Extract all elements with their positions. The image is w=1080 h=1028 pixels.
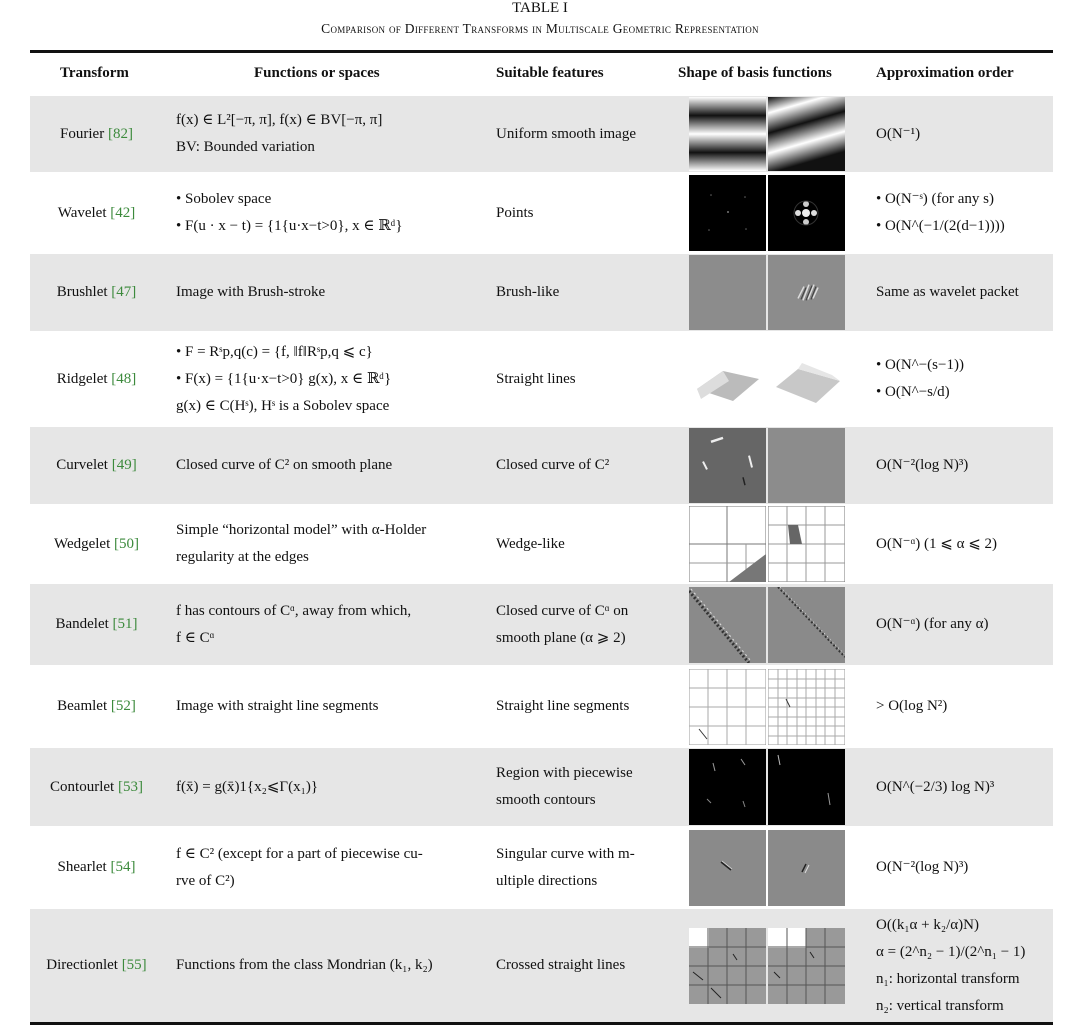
basis-function-image — [689, 749, 766, 825]
functions-cell — [176, 584, 496, 665]
table-row — [30, 427, 1053, 504]
basis-function-image — [689, 428, 766, 503]
features-cell — [496, 254, 672, 331]
citation-link[interactable]: [55] — [121, 957, 147, 973]
approximation-order-cell — [876, 826, 1053, 909]
basis-function-images — [689, 665, 850, 748]
citation-link[interactable]: [52] — [110, 698, 136, 714]
transform-label: Wedgelet — [53, 535, 114, 552]
functions-cell-line: f(x̄) = g(x̄)1{x₂⩽Γ(x₁)} — [176, 778, 319, 795]
approximation-order-cell-line: Same as wavelet packet — [876, 284, 1019, 300]
features-cell-line: Region with piecewise — [496, 765, 633, 781]
transform-label: Brushlet — [56, 284, 112, 300]
table-row — [30, 826, 1053, 909]
features-cell — [496, 665, 672, 748]
approximation-order-cell-line: • O(N^−(s−1)) — [876, 357, 964, 373]
features-cell-line: ultiple directions — [496, 872, 598, 889]
citation-link[interactable]: [54] — [110, 859, 136, 875]
basis-function-images — [689, 96, 850, 172]
basis-function-image — [768, 749, 845, 825]
basis-function-image — [689, 255, 766, 330]
functions-cell — [176, 909, 496, 1022]
features-cell-line: Closed curve of Cᵅ on — [496, 602, 629, 619]
functions-cell-line: Closed curve of C² on smooth plane — [176, 457, 393, 473]
functions-cell-line: f(x) ∈ L²[−π, π], f(x) ∈ BV[−π, π] — [176, 112, 383, 128]
basis-function-image — [768, 97, 845, 171]
transform-name — [30, 748, 163, 826]
features-cell-line: smooth contours — [496, 792, 596, 808]
table-caption: Comparison of Different Transforms in Multiscale Geometric Representation — [321, 21, 759, 36]
basis-function-image — [768, 587, 845, 663]
approximation-order-cell — [876, 504, 1053, 584]
features-cell — [496, 96, 672, 172]
basis-function-image — [768, 506, 845, 582]
basis-function-images — [689, 427, 850, 504]
functions-cell — [176, 331, 496, 427]
transform-label: Bandelet — [55, 616, 113, 632]
bottom-rule — [30, 1022, 1053, 1025]
basis-function-image — [768, 255, 845, 330]
top-rule — [30, 50, 1053, 53]
functions-cell-line: Functions from the class Mondrian (k₁, k₂) — [176, 957, 433, 973]
features-cell — [496, 909, 672, 1022]
header-features: Suitable features — [496, 65, 604, 81]
approximation-order-cell-line: n₂: vertical transform — [876, 997, 1004, 1014]
transform-name — [30, 504, 163, 584]
transform-name — [30, 427, 163, 504]
features-cell-line: Uniform smooth image — [496, 125, 636, 142]
features-cell-line: Straight line segments — [496, 698, 630, 714]
transform-name — [30, 96, 163, 172]
functions-cell-line: rve of C²) — [176, 872, 235, 889]
transform-name — [30, 584, 163, 665]
basis-function-image — [689, 175, 766, 251]
basis-function-image — [689, 506, 766, 582]
functions-cell-line: Simple “horizontal model” with α-Holder — [176, 522, 427, 538]
functions-cell-line: g(x) ∈ C(Hˢ), Hˢ is a Sobolev space — [176, 397, 390, 414]
functions-cell-line: • F(u · x − t) = {1{u·x−t>0}, x ∈ ℝᵈ} — [176, 218, 403, 234]
header-functions: Functions or spaces — [254, 65, 380, 81]
approximation-order-cell — [876, 665, 1053, 748]
basis-function-images — [689, 826, 850, 909]
citation-link[interactable]: [50] — [114, 535, 139, 552]
features-cell-line: Brush-like — [496, 284, 560, 300]
functions-cell — [176, 254, 496, 331]
basis-function-images — [689, 584, 850, 665]
basis-function-images — [689, 331, 850, 427]
citation-link[interactable]: [82] — [107, 125, 133, 142]
functions-cell-line: BV: Bounded variation — [176, 139, 315, 155]
transform-name — [30, 254, 163, 331]
header-transform: Transform — [60, 65, 129, 81]
header-order: Approximation order — [876, 65, 1014, 81]
basis-function-image — [689, 928, 766, 1004]
basis-function-image — [689, 341, 766, 417]
basis-function-images — [689, 748, 850, 826]
approximation-order-cell-line: α = (2^n₂ − 1)/(2^n₁ − 1) — [876, 943, 1026, 960]
approximation-order-cell-line: O(N⁻ᵅ) (1 ⩽ α ⩽ 2) — [876, 535, 998, 552]
approximation-order-cell-line: O(N⁻¹) — [876, 125, 921, 142]
features-cell — [496, 504, 672, 584]
transform-label: Directionlet — [46, 957, 122, 973]
functions-cell-line: Image with Brush-stroke — [176, 284, 326, 300]
table-row — [30, 909, 1053, 1022]
basis-function-image — [689, 669, 766, 745]
basis-function-images — [689, 254, 850, 331]
functions-cell-line: regularity at the edges — [176, 549, 309, 565]
approximation-order-cell-line: O(N⁻²(log N)³) — [876, 859, 969, 875]
functions-cell — [176, 172, 496, 254]
approximation-order-cell-line: O(N⁻²(log N)³) — [876, 457, 969, 473]
citation-link[interactable]: [47] — [111, 284, 137, 300]
features-cell-line: Closed curve of C² — [496, 457, 610, 473]
features-cell-line: smooth plane (α ⩾ 2) — [496, 629, 626, 646]
basis-function-image — [768, 669, 845, 745]
features-cell-line: Crossed straight lines — [496, 957, 626, 973]
citation-link[interactable]: [48] — [111, 370, 137, 387]
approximation-order-cell — [876, 584, 1053, 665]
approximation-order-cell — [876, 96, 1053, 172]
basis-function-image — [689, 587, 766, 663]
transform-label: Beamlet — [57, 698, 111, 714]
features-cell — [496, 331, 672, 427]
features-cell-line: Points — [496, 204, 534, 221]
approximation-order-cell-line: • O(N⁻ˢ) (for any s) — [876, 191, 994, 207]
table-row — [30, 331, 1053, 427]
transform-label: Contourlet — [50, 778, 118, 795]
transform-name — [30, 665, 163, 748]
approximation-order-cell-line: n₁: horizontal transform — [876, 970, 1020, 987]
transform-label: Shearlet — [57, 859, 111, 875]
basis-function-image — [689, 830, 766, 906]
approximation-order-cell — [876, 427, 1053, 504]
transform-name — [30, 172, 163, 254]
approximation-order-cell-line: O((k₁α + k₂/α)N) — [876, 916, 979, 933]
functions-cell-line: • F(x) = {1{u·x−t>0} g(x), x ∈ ℝᵈ} — [176, 370, 392, 387]
table-row — [30, 172, 1053, 254]
approximation-order-cell-line: • O(N^(−1/(2(d−1)))) — [876, 218, 1005, 234]
functions-cell — [176, 748, 496, 826]
header-shape: Shape of basis functions — [678, 65, 832, 81]
approximation-order-cell — [876, 909, 1053, 1022]
transform-label: Wavelet — [57, 204, 111, 221]
features-cell-line: Singular curve with m- — [496, 845, 635, 862]
features-cell — [496, 584, 672, 665]
basis-function-images — [689, 172, 850, 254]
functions-cell — [176, 504, 496, 584]
features-cell — [496, 172, 672, 254]
features-cell-line: Wedge-like — [496, 535, 565, 552]
table-row — [30, 96, 1053, 172]
functions-cell-line: • F = Rˢp,q(c) = {f, ‖f‖Rˢp,q ⩽ c} — [176, 343, 373, 360]
table-row — [30, 584, 1053, 665]
features-cell-line: Straight lines — [496, 370, 576, 387]
transform-name — [30, 331, 163, 427]
basis-function-image — [768, 175, 845, 251]
approximation-order-cell-line: O(N^(−2/3) log N)³ — [876, 778, 995, 795]
functions-cell — [176, 427, 496, 504]
approximation-order-cell — [876, 748, 1053, 826]
transform-label: Ridgelet — [56, 370, 112, 387]
table-label: TABLE I — [512, 0, 568, 16]
functions-cell-line: f ∈ Cᵅ — [176, 629, 215, 646]
functions-cell-line: f ∈ C² (except for a part of piecewise cu- — [176, 845, 423, 862]
functions-cell-line: f has contours of Cᵅ, away from which, — [176, 602, 412, 619]
table-row — [30, 748, 1053, 826]
table-row — [30, 504, 1053, 584]
functions-cell-line: Image with straight line segments — [176, 698, 379, 714]
citation-link[interactable]: [53] — [117, 778, 143, 795]
citation-link[interactable]: [49] — [111, 457, 137, 473]
table-header — [30, 60, 1053, 90]
citation-link[interactable]: [51] — [112, 616, 138, 632]
approximation-order-cell — [876, 172, 1053, 254]
features-cell — [496, 748, 672, 826]
transform-name — [30, 826, 163, 909]
basis-function-images — [689, 504, 850, 584]
features-cell — [496, 427, 672, 504]
functions-cell — [176, 665, 496, 748]
features-cell — [496, 826, 672, 909]
basis-function-image — [689, 97, 766, 171]
approximation-order-cell-line: > O(log N²) — [876, 698, 948, 714]
transform-label: Curvelet — [56, 457, 112, 473]
basis-function-image — [768, 928, 845, 1004]
transform-name — [30, 909, 163, 1022]
basis-function-image — [768, 830, 845, 906]
functions-cell — [176, 96, 496, 172]
citation-link[interactable]: [42] — [110, 204, 136, 221]
table-row — [30, 254, 1053, 331]
approximation-order-cell-line: • O(N^−s/d) — [876, 384, 950, 400]
functions-cell — [176, 826, 496, 909]
transform-label: Fourier — [60, 125, 108, 142]
basis-function-image — [768, 428, 845, 503]
basis-function-images — [689, 909, 850, 1022]
approximation-order-cell — [876, 331, 1053, 427]
basis-function-image — [768, 341, 845, 417]
functions-cell-line: • Sobolev space — [176, 191, 272, 207]
approximation-order-cell — [876, 254, 1053, 331]
table-row — [30, 665, 1053, 748]
approximation-order-cell-line: O(N⁻ᵅ) (for any α) — [876, 616, 989, 632]
